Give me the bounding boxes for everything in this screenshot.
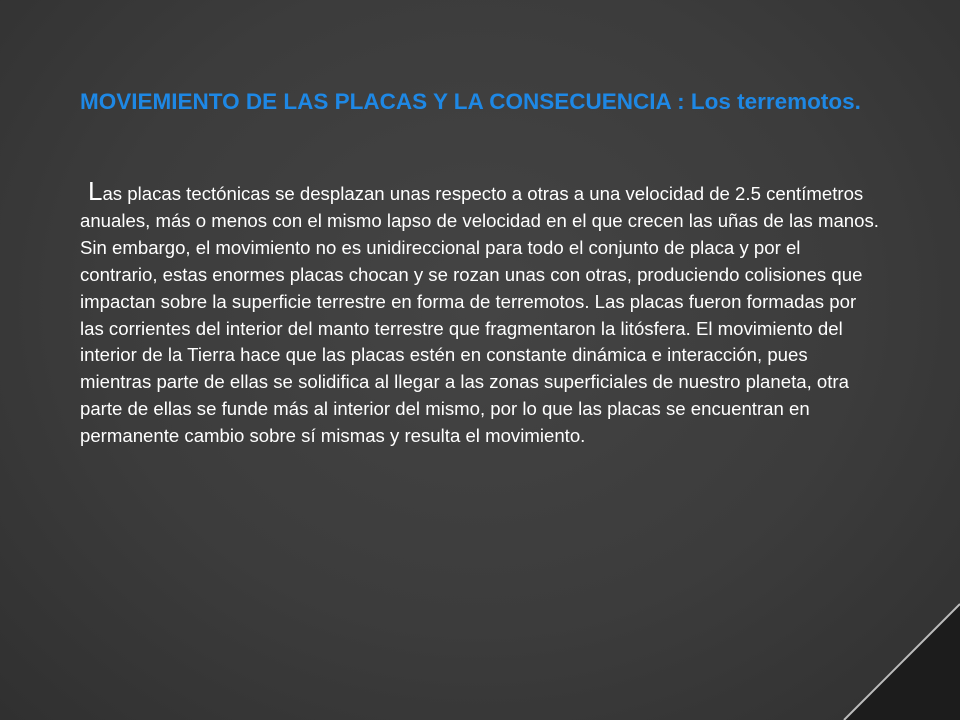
- corner-decoration: [838, 598, 960, 720]
- drop-cap: L: [88, 176, 103, 206]
- slide-title: MOVIEMIENTO DE LAS PLACAS Y LA CONSECUENCIA : Los terremotos.: [80, 89, 861, 114]
- body-paragraph: as placas tectónicas se desplazan unas respecto a otras a una velocidad de 2.5 centímetros anuales, más o menos con el mismo lapso de velocidad en el que crecen las uñas de las manos. Sin embargo, el movimiento no es unidireccional para todo el conjunto de placa y por el contrario, estas enormes placas chocan y se rozan unas con otras, produciendo colisiones que impactan sobre la superficie terrestre en forma de terremotos. Las placas fueron formadas por las corrientes del interior del manto terrestre que fragmentaron la litósfera. El movimiento del interior de la Tierra hace que las placas estén en constante dinámica e interacción, pues mientras parte de ellas se solidifica al llegar a las zonas superficiales de nuestro planeta, otra parte de ellas se funde más al interior del mismo, por lo que las placas se encuentran en permanente cambio sobre sí mismas y resulta el movimiento.: [80, 183, 879, 447]
- slide-body: [80, 178, 880, 450]
